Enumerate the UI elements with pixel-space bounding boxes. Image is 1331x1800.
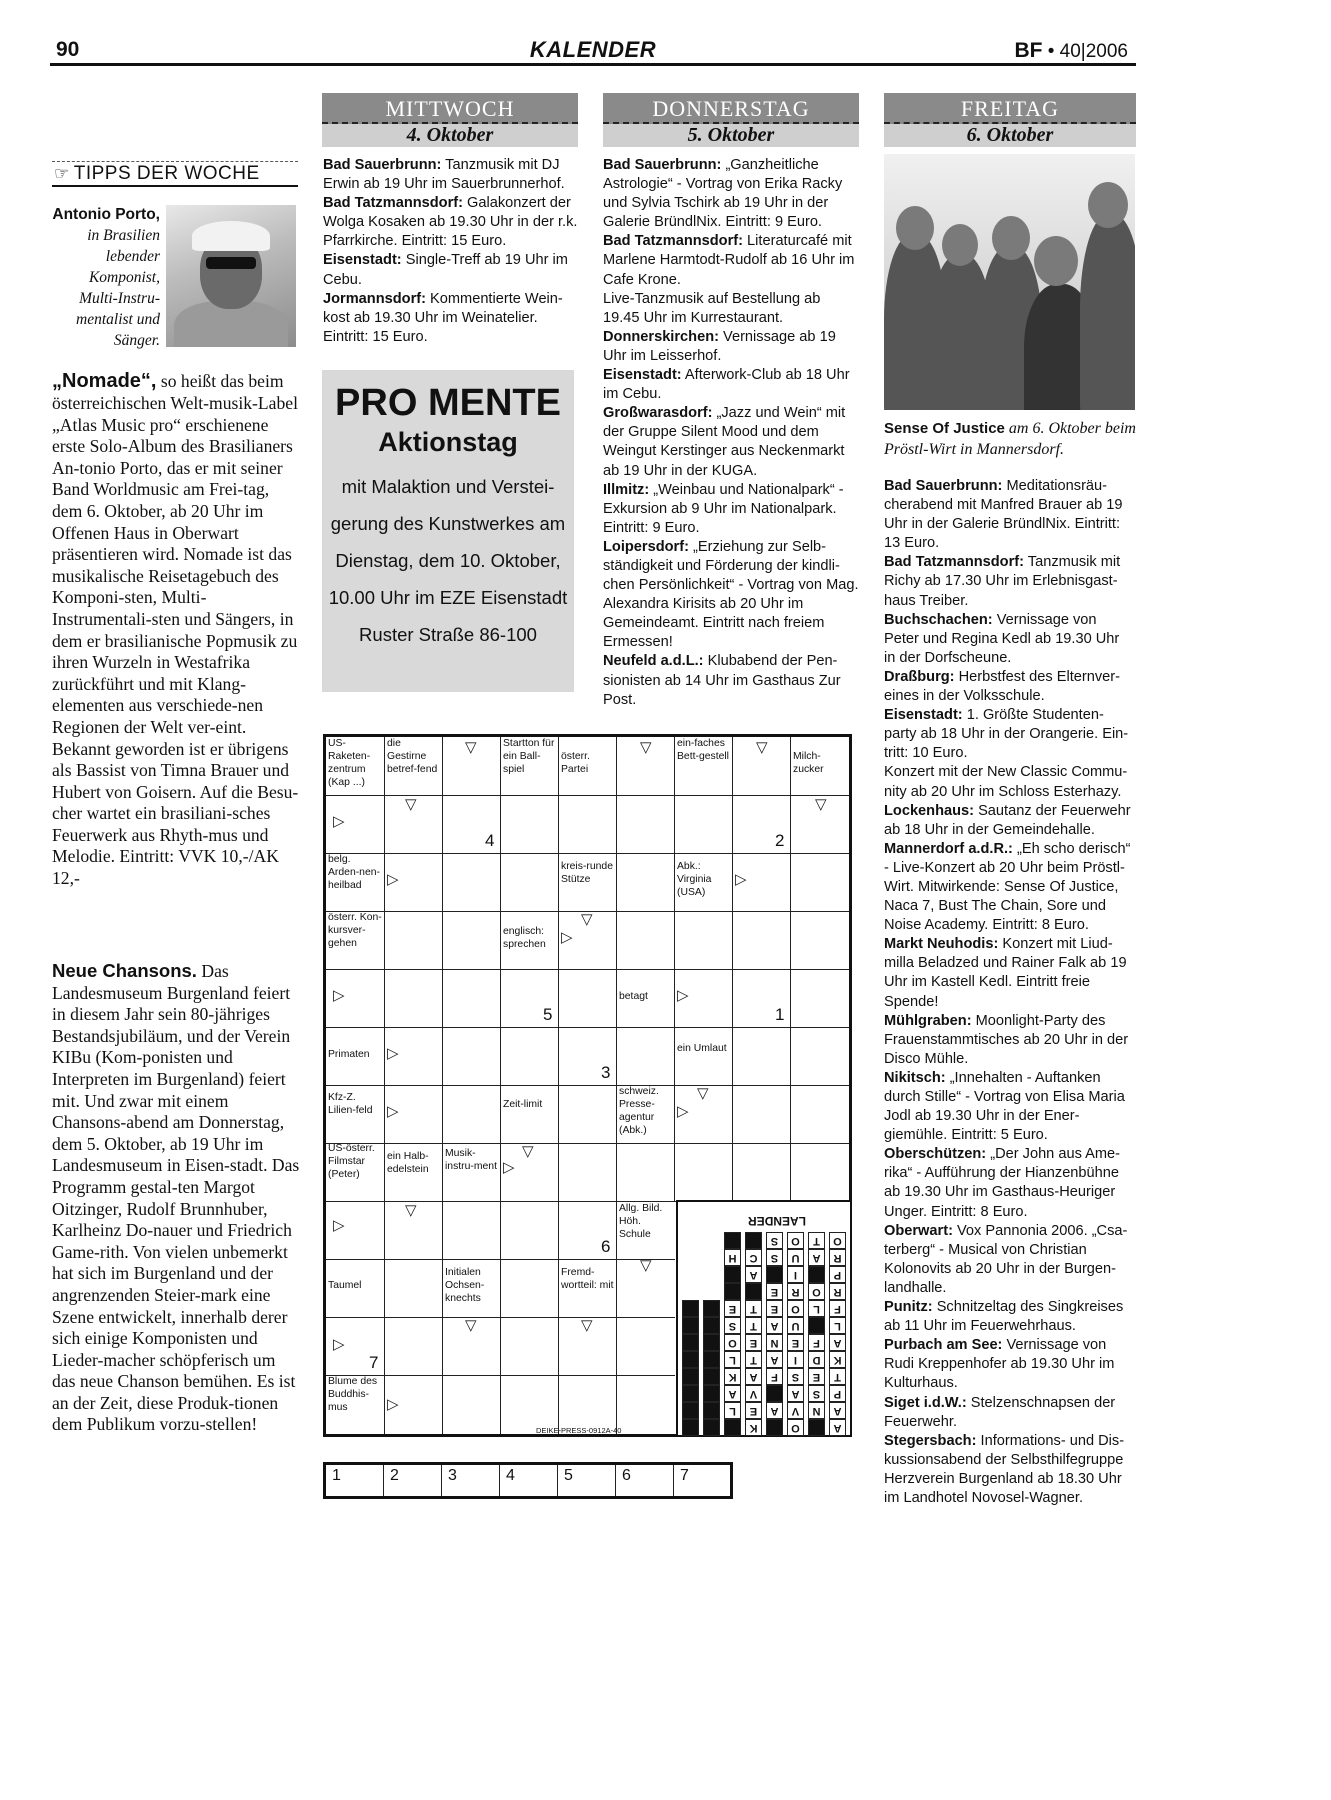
crossword-clue: Kfz-Z. Lilien-feld [328,1092,373,1116]
solution-cell: P [829,1266,846,1283]
solution-cell: F [829,1300,846,1317]
crossword-clue: österr. Partei [561,751,590,775]
solution-cell [766,1385,783,1402]
solution-cell: T [808,1232,825,1249]
event-entry [603,328,859,366]
event-place: Mühlgraben: [884,1012,972,1029]
arrow-down-icon: ▽ [640,739,652,756]
day-name: FREITAG [884,93,1136,124]
article-lead: Neue Chansons. [52,960,197,981]
event-text: Moonlight-Party des Frauenstammtisches ab 20 Uhr in der Disco Mühle. [884,1012,1129,1067]
portrait-caption-text: in Brasilien lebender Komponist, Multi-Instru-mentalist und Sänger. [76,227,160,349]
solution-cell: T [745,1300,762,1317]
solution-cell: D [808,1351,825,1368]
arrow-right-icon: ▷ [503,1159,515,1176]
crossword-clue: US-Raketen-zentrum (Kap ...) [328,738,371,788]
crossword-number: 3 [601,1063,611,1082]
event-place: Großwarasdorf: [603,405,713,422]
portrait-caption [52,204,160,351]
arrow-down-icon: ▽ [815,796,827,813]
event-text: Vox Pannonia 2006. „Csa-terberg“ - Musical von Christian Kolonovits ab 20 Uhr in der Burgen-landhalle. [884,1222,1128,1296]
event-place: Neufeld a.d.L.: [603,653,704,670]
listing-donnerstag [603,156,859,710]
answer-cell: 2 [384,1465,442,1496]
crossword-number: 5 [543,1005,553,1024]
day-date: 5. Oktober [603,124,859,147]
article-body: Das Landesmuseum Burgenland feiert in diesem Jahr sein 80-jähriges Bestandsjubiläum, und der Verein KIBu (Kom-ponisten und Interpreten im Burgenland) feiert mit. Und zwar mit einem Chansons-abend am Donnerstag, dem 5. Oktober, ab 19 Uhr im Landesmuseum in Eisen-stadt. Das Programm gestal-ten Margot Oitzinger, Rudolf Brunnhuber, Karlheinz Do-nauer und Friedrich Game-rith. Von vielen unbemerkt hat sich im Burgenland und der angrenzenden Steier-mark eine Szene entwickelt, innerhalb derer sich einige Komponisten und Lieder-macher schöpferisch um das neue Chanson bemühen. Es ist an der Zeit, diese Produk-tionen dem Publikum vorzu-stellen! [52,961,300,1435]
solution-cell [724,1266,741,1283]
event-text: „Ganzheitliche Astrologie“ - Vortrag von Erika Racky und Sylvia Tschirk ab 19 Uhr in der Galerie BründlNix. Eintritt: 9 Euro. [603,157,843,231]
solution-cell: O [829,1232,846,1249]
solution-cell: O [808,1283,825,1300]
solution-cell: A [808,1249,825,1266]
solution-cell: L [724,1402,741,1419]
crossword-clue: kreis-runde Stütze [561,861,613,885]
solution-cell: U [787,1317,804,1334]
solution-cell: O [787,1232,804,1249]
event-entry [884,763,1134,801]
section-title: KALENDER [529,37,657,62]
solution-cell [703,1402,720,1419]
band-photo [884,154,1135,410]
event-entry [603,366,859,404]
event-text: Klubabend der Pen-sionisten ab 14 Uhr im Gasthaus Zur Post. [603,653,841,708]
event-text: „Weinbau und Nationalpark“ - Exkursion ab 9 Uhr im Nationalpark. Eintritt: 9 Euro. [603,481,844,536]
solution-cell: S [766,1249,783,1266]
day-header-mittwoch [322,93,578,149]
event-entry [884,1145,1134,1221]
solution-cell: A [766,1402,783,1419]
article-lead: „Nomade“, [52,370,157,392]
event-text: Schnitzeltag des Singkreises ab 11 Uhr im Feuerwehrhaus. [884,1299,1124,1335]
crossword-clue: Musik-instru-ment [445,1148,497,1172]
arrow-right-icon: ▷ [387,1396,399,1413]
crossword-clue: Milch-zucker [793,751,824,775]
crossword-clue: ein Halb-edelstein [387,1151,429,1175]
solution-cell: T [745,1317,762,1334]
solution-cell: I [787,1351,804,1368]
crossword-clue: belg. Arden-nen-heilbad [328,854,380,891]
arrow-down-icon: ▽ [405,1202,417,1219]
crossword-solution-box [676,1200,852,1437]
solution-cell: A [724,1385,741,1402]
solution-cell [682,1351,699,1368]
event-place: Bad Tatzmannsdorf: [884,554,1024,571]
event-place: Jormannsdorf: [323,290,426,307]
event-entry [884,706,1134,763]
solution-cell: E [745,1402,762,1419]
solution-cell [724,1232,741,1249]
arrow-right-icon: ▷ [387,1103,399,1120]
arrow-right-icon: ▷ [387,1045,399,1062]
solution-cell: E [787,1334,804,1351]
solution-cell: K [724,1368,741,1385]
event-place: Bad Tatzmannsdorf: [323,195,463,212]
day-date: 4. Oktober [322,124,578,147]
arrow-right-icon: ▷ [387,871,399,888]
solution-cell [724,1283,741,1300]
event-text: „Jazz und Wein“ mit der Gruppe Silent Mood und dem Weingut Kerstinger aus Neckenmarkt ab 19 Uhr in der KUGA. [603,405,846,479]
event-entry [323,290,579,347]
solution-cell: R [829,1249,846,1266]
event-text: Kommentierte Wein-kost ab 19.30 Uhr im Weinatelier. Eintritt: 15 Euro. [323,290,563,345]
event-entry [884,477,1134,553]
crossword-clue: Primaten [328,1049,370,1060]
event-place: Oberwart: [884,1222,953,1239]
listing-freitag [884,477,1134,1508]
solution-cell: S [724,1317,741,1334]
event-text: Afterwork-Club ab 18 Uhr im Cebu. [603,367,850,403]
solution-cell [724,1419,741,1436]
solution-cell: A [766,1351,783,1368]
event-text: Sautanz der Feuerwehr ab 18 Uhr in der Gemeindehalle. [884,802,1131,838]
event-text: „Erziehung zur Selb-ständigkeit und Förderung der kindli-chen Persönlichkeit“ - Vortrag von Mag. Alexandra Kirisits ab 20 Uhr im Gemeindeamt. Eintritt nach freiem Ermessen! [603,538,859,651]
solution-cell [808,1266,825,1283]
event-entry [884,1298,1134,1336]
event-place: Donnerskirchen: [603,328,719,345]
solution-cell [703,1351,720,1368]
solution-cell [682,1317,699,1334]
band-photo-caption [884,418,1136,460]
event-text: Herbstfest des Elternver-eines in der Volksschule. [884,668,1121,705]
arrow-down-icon: ▽ [465,1317,477,1334]
event-place: Stegersbach: [884,1432,977,1449]
article-body: so heißt das beim österreichischen Welt-musik-Label „Atlas Music pro“ erschienene erste Solo-Album des Brasilianers An-tonio Porto, das er mit seiner Band Worldmusic am Frei-tag, dem 6. Oktober, ab 20 Uhr im Offenen Haus in Oberwart präsentieren wird. Nomade ist das musikalische Reisetagebuch des Komponi-sten, Multi-Instrumentali-sten und Sängers, in dem er brasilianische Popmusik zu ihren Wurzeln in Westafrika zurückführt und mit Klang-elementen aus verschiede-nen Regionen der Welt ver-eint. Bekannt geworden ist er übrigens als Bassist von Timna Brauer und Hubert von Goisern. Auf die Besu-cher wartet ein brasiliani-sches Feuerwerk aus Rhyth-mus und Melodie. Eintritt: VVK 10,-/AK 12,- [52,371,299,889]
event-text: „Innehalten - Auftanken durch Stille“ - Vortrag von Elisa Maria Jodl ab 19.30 Uhr in der Ener-giemühle. Eintritt: 5 Euro. [884,1069,1125,1144]
solution-cell [682,1368,699,1385]
crossword-clue: ein-faches Bett-gestell [677,738,729,762]
day-header-freitag [884,93,1136,149]
solution-cell: F [808,1334,825,1351]
event-place: Draßburg: [884,668,955,685]
answer-cell: 5 [558,1465,616,1496]
solution-cell [766,1266,783,1283]
event-place: Eisenstadt: [603,367,682,384]
solution-cell: L [724,1351,741,1368]
solution-cell [682,1419,699,1436]
event-entry [884,553,1134,610]
tipps-heading-text: TIPPS DER WOCHE [73,163,260,184]
promente-subtitle: Aktionstag [378,427,518,457]
answer-cell: 6 [616,1465,674,1496]
solution-cell [703,1368,720,1385]
solution-cell [703,1334,720,1351]
solution-cell: S [787,1368,804,1385]
event-place: Bad Sauerbrunn: [603,157,722,173]
event-entry [603,481,859,538]
solution-cell: V [787,1402,804,1419]
solution-cell [682,1334,699,1351]
event-entry [884,1336,1134,1393]
solution-cell: E [766,1300,783,1317]
event-place: Markt Neuhodis: [884,936,999,953]
solution-cell: A [829,1334,846,1351]
crossword-clue: Allg. Bild. Höh. Schule [619,1203,663,1240]
event-entry [323,194,579,251]
solution-cell: R [787,1283,804,1300]
crossword-clue: englisch: sprechen [503,926,546,950]
solution-cell: A [829,1402,846,1419]
answer-cell: 7 [680,1467,689,1484]
solution-cell: L [808,1300,825,1317]
event-text: Meditationsräu-cherabend mit Manfred Brauer ab 19 Uhr in der Galerie BründlNix. Eintritt: 13 Euro. [884,478,1123,552]
day-header-donnerstag [603,93,859,149]
crossword-clue: schweiz. Presse-agentur (Abk.) [619,1086,659,1136]
solution-cell: I [787,1266,804,1283]
event-entry [884,1432,1134,1508]
solution-cell [703,1317,720,1334]
day-name: DONNERSTAG [603,93,859,124]
solution-cell [682,1300,699,1317]
event-place: Oberschützen: [884,1146,987,1163]
solution-cell: H [724,1249,741,1266]
crossword-number: 1 [775,1005,785,1024]
crossword-clue: Abk.: Virginia (USA) [677,861,712,898]
event-entry [884,802,1134,840]
event-entry [323,156,579,194]
crossword-clue: die Gestirne betref-fend [387,738,438,775]
crossword-clue: ein Umlaut [677,1043,727,1054]
masthead [50,36,1136,66]
solution-cell: A [745,1266,762,1283]
arrow-right-icon: ▷ [677,987,689,1004]
solution-cell [766,1419,783,1436]
day-name: MITTWOCH [322,93,578,124]
solution-cell: A [745,1368,762,1385]
solution-cell: S [808,1385,825,1402]
solution-cell [808,1317,825,1334]
solution-cell [745,1232,762,1249]
solution-cell: L [829,1317,846,1334]
event-entry [603,232,859,289]
issue-number: 40|2006 [1059,41,1128,62]
solution-cell: A [787,1385,804,1402]
arrow-down-icon: ▽ [640,1257,652,1274]
crossword-clue: Taumel [328,1280,362,1291]
event-text: Live-Tanzmusik auf Bestellung ab 19.45 Uhr im Kurrestaurant. [603,290,821,326]
tipps-heading [52,161,298,187]
event-entry [603,156,859,232]
event-text: „Der John aus Ame-rika“ - Aufführung der Hianzenbühne ab 19.30 Uhr im Gasthaus-Heuriger Unger. Eintritt: 8 Euro. [884,1146,1121,1220]
caption-text: am 6. Oktober beim Pröstl-Wirt in Mannersdorf. [884,420,1136,458]
event-entry [884,1394,1134,1432]
crossword-number: 2 [775,831,785,850]
artist-portrait-photo [166,205,296,347]
event-place: Eisenstadt: [884,707,963,724]
solution-cell: K [745,1419,762,1436]
event-entry [603,404,859,480]
portrait-name: Antonio Porto, [52,206,160,223]
event-text: „Eh scho derisch“ - Live-Konzert ab 20 Uhr beim Pröstl-Wirt. Mitwirkende: Sense Of Justice, Naca 7, Bust The Chain, Sore und Noise Academy. Eintritt: 8 Euro. [884,840,1131,934]
article-nomade [52,370,300,890]
crossword-number: 4 [485,831,495,850]
crossword-credit: DEIKE-PRESS-0912A-40 [536,1426,622,1435]
solution-cell: R [829,1283,846,1300]
event-place: Punitz: [884,1299,933,1316]
solution-cell: U [787,1249,804,1266]
event-text: Galakonzert der Wolga Kosaken ab 19.30 Uhr in der r.k. Pfarrkirche. Eintritt: 15 Euro. [323,195,578,250]
arrow-right-icon: ▷ [333,1217,345,1234]
magazine-name: BF [1014,39,1043,62]
event-text: Konzert mit Liud-milla Beladzed und Rainer Falk ab 19 Uhr im Kastell Kedl. Eintritt freie Spende! [884,936,1127,1010]
event-text: Single-Treff ab 19 Uhr im Cebu. [323,252,568,288]
solution-cell: E [766,1283,783,1300]
solution-cell: N [766,1334,783,1351]
arrow-right-icon: ▷ [735,871,747,888]
crossword-clue: US-österr. Filmstar (Peter) [328,1143,375,1180]
answer-cell: 4 [500,1465,558,1496]
event-place: Eisenstadt: [323,252,402,269]
event-place: Loipersdorf: [603,538,689,555]
event-entry [884,1222,1134,1298]
solution-answer-row [323,1462,733,1499]
event-text: 1. Größte Studenten-party ab 18 Uhr in der Orangerie. Ein-tritt: 10 Euro. [884,707,1129,762]
crossword-clue: Zeit-limit [503,1099,543,1110]
event-text: Vernissage von Rudi Kreppenhofer ab 19.30 Uhr im Kulturhaus. [884,1337,1115,1392]
arrow-down-icon: ▽ [697,1085,709,1102]
crossword-clue: betagt [619,991,648,1002]
event-place: Lockenhaus: [884,802,975,819]
solution-cell: E [724,1300,741,1317]
arrow-right-icon: ▷ [333,1336,345,1353]
arrow-right-icon: ▷ [333,813,345,830]
event-text: Tanzmusik mit DJ Erwin ab 19 Uhr im Sauerbrunnerhof. [323,157,565,193]
solution-cell: O [787,1300,804,1317]
event-entry [323,251,579,289]
crossword-clue: österr. Kon-kursver-gehen [328,912,382,949]
solution-cell: P [829,1385,846,1402]
event-entry [884,840,1134,935]
event-text: Vernissage von Peter und Regina Kedl ab 19.30 Uhr in der Dorfscheune. [884,611,1120,666]
page-number: 90 [56,38,80,61]
pointing-hand-icon: ☞ [54,164,70,183]
solution-cell [808,1419,825,1436]
event-text: Informations- und Dis-kussionsabend der Selbsthilfegruppe Herzverein Burgenland ab 18.30 Uhr im Landhotel Novosel-Wagner. [884,1432,1125,1506]
solution-cell: S [766,1232,783,1249]
solution-cell [703,1385,720,1402]
crossword-clue: Startton für ein Ball-spiel [503,738,555,775]
event-entry [603,652,859,709]
promente-title: PRO MENTE [335,382,561,424]
solution-cell: V [745,1385,762,1402]
crossword-clue: Blume des Buddhis-mus [328,1376,378,1413]
solution-cell: E [808,1368,825,1385]
solution-cell [703,1419,720,1436]
arrow-down-icon: ▽ [405,796,417,813]
promente-ad [322,370,574,692]
event-place: Siget i.d.W.: [884,1394,967,1411]
solution-cell: T [829,1368,846,1385]
event-place: Purbach am See: [884,1337,1003,1354]
crossword-clue: Fremd-wortteil: mit [561,1267,614,1291]
event-entry [884,1069,1134,1145]
arrow-down-icon: ▽ [581,1317,593,1334]
separator: • [1047,41,1055,62]
event-place: Buchschachen: [884,611,993,628]
arrow-right-icon: ▷ [561,929,573,946]
answer-cell: 3 [442,1465,500,1496]
solution-title: LAENDER [748,1214,807,1228]
arrow-right-icon: ▷ [333,987,345,1004]
solution-cell [703,1300,720,1317]
event-text: Tanzmusik mit Richy ab 17.30 Uhr im Erlebnisgast-haus Treiber. [884,554,1121,609]
solution-cell: N [808,1402,825,1419]
arrow-down-icon: ▽ [756,739,768,756]
event-text: Literaturcafé mit Marlene Harmtodt-Rudolf ab 16 Uhr im Cafe Krone. [603,233,855,288]
solution-cell: E [745,1334,762,1351]
listing-mittwoch [323,156,579,347]
event-text: Konzert mit der New Classic Commu-nity ab 20 Uhr im Schloss Esterhazy. [884,764,1128,800]
solution-cell: T [745,1351,762,1368]
solution-cell [682,1385,699,1402]
promente-text: mit Malaktion und Verstei-gerung des Kunstwerkes am Dienstag, dem 10. Oktober, 10.00 Uhr im EZE Eisenstadt Ruster Straße 86-100 [328,476,568,645]
arrow-down-icon: ▽ [522,1143,534,1160]
issue-info [1014,39,1128,63]
arrow-right-icon: ▷ [677,1103,689,1120]
event-place: Bad Tatzmannsdorf: [603,233,743,250]
band-name: Sense Of Justice [884,420,1005,437]
event-place: Nikitsch: [884,1069,946,1086]
arrow-down-icon: ▽ [581,911,593,928]
event-place: Bad Sauerbrunn: [323,157,442,173]
day-date: 6. Oktober [884,124,1136,147]
solution-cell: O [787,1419,804,1436]
event-entry [884,611,1134,668]
solution-cell [682,1402,699,1419]
event-entry [603,290,859,328]
solution-cell: F [766,1368,783,1385]
event-text: Stelzenschnapsen der Feuerwehr. [884,1394,1116,1430]
solution-cell: A [766,1317,783,1334]
article-neue-chansons [52,960,300,1436]
event-place: Mannerdorf a.d.R.: [884,840,1013,857]
event-entry [884,935,1134,1011]
event-entry [884,1012,1134,1069]
solution-cell: O [724,1334,741,1351]
crossword-number: 7 [369,1353,379,1372]
arrow-down-icon: ▽ [465,739,477,756]
answer-cell: 1 [326,1465,384,1496]
solution-cell: C [745,1249,762,1266]
crossword-number: 6 [601,1237,611,1256]
solution-cell [745,1283,762,1300]
event-text: Vernissage ab 19 Uhr im Leisserhof. [603,328,836,364]
event-entry [603,538,859,653]
event-place: Bad Sauerbrunn: [884,478,1003,494]
crossword-clue: Initialen Ochsen-knechts [445,1267,485,1304]
event-place: Illmitz: [603,481,650,498]
solution-cell: K [829,1351,846,1368]
event-entry [884,668,1134,706]
solution-cell: A [829,1419,846,1436]
